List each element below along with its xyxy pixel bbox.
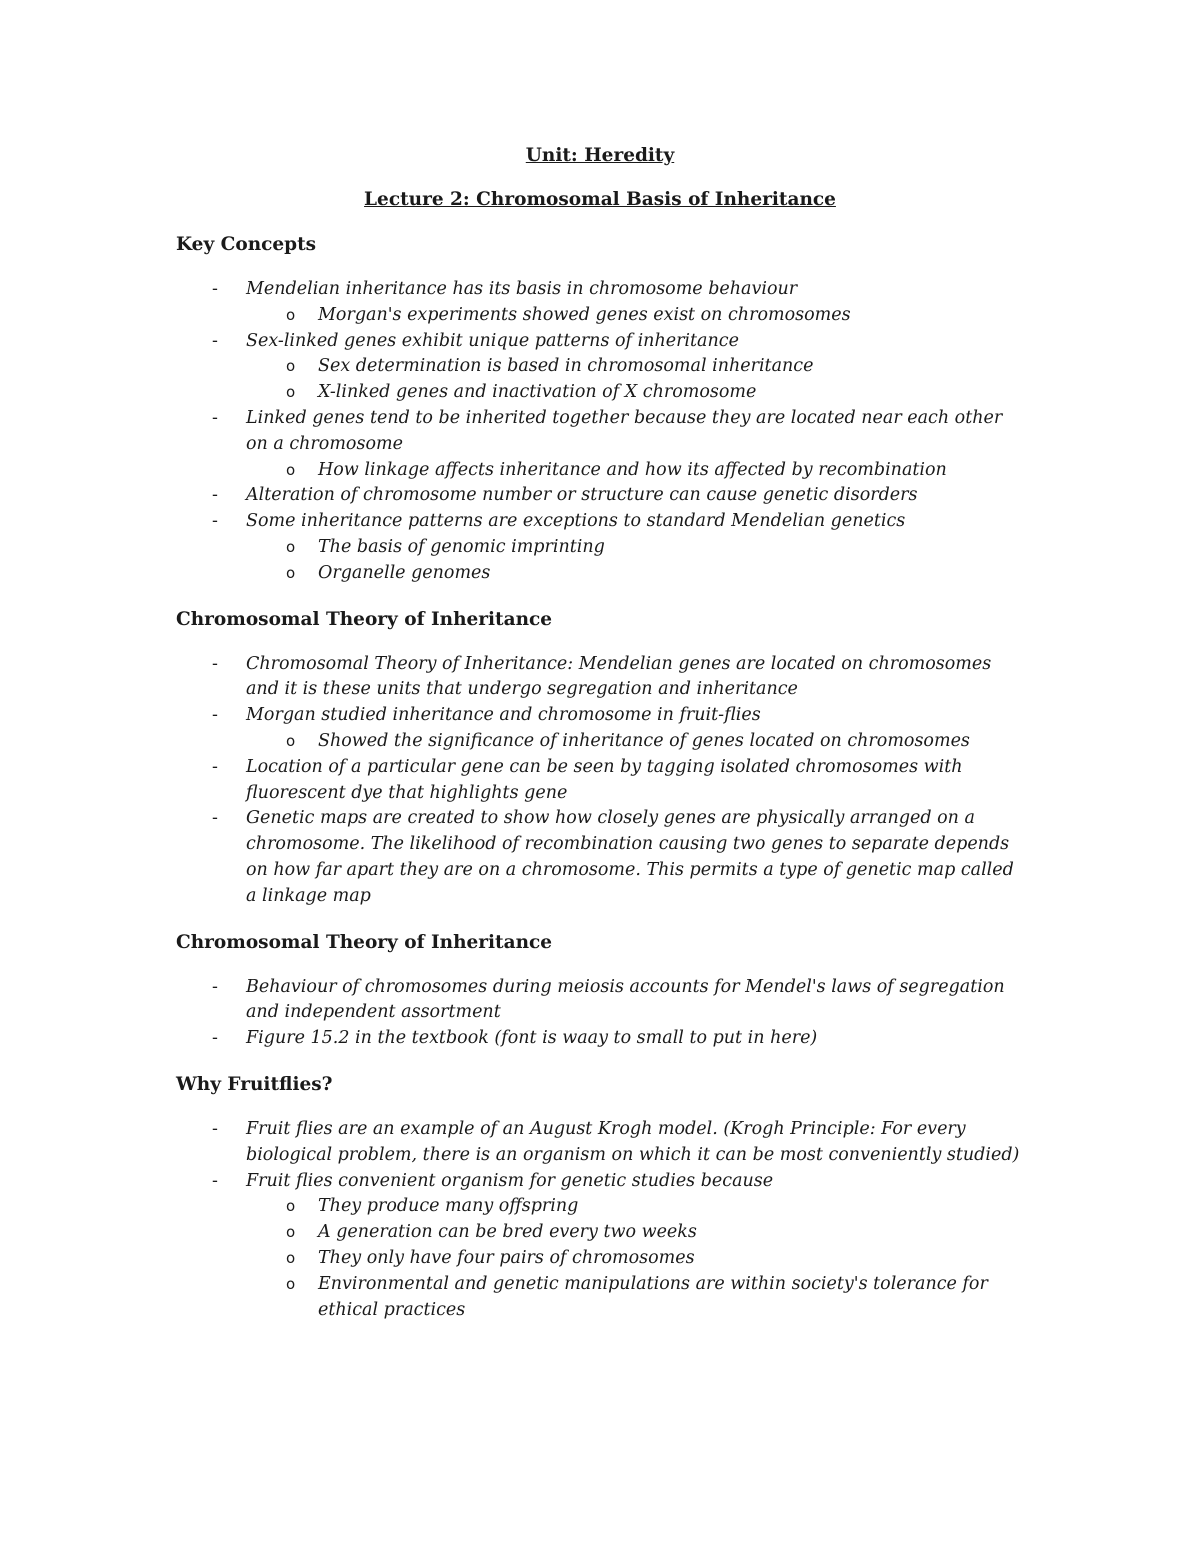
dash-bullet: - <box>212 511 218 532</box>
sub-list-item <box>176 1272 1024 1324</box>
sub-list-item <box>176 535 1024 561</box>
circle-bullet: o <box>286 383 296 402</box>
section-key-concepts <box>176 232 1024 587</box>
list-item-text: Morgan studied inheritance and chromosome in fruit-flies <box>246 705 761 726</box>
dash-bullet: - <box>212 485 218 506</box>
list-item-text: Location of a particular gene can be seen by tagging isolated chromosomes with fluorescent dye that highlights gene <box>246 756 963 803</box>
lecture-title: Lecture 2: Chromosomal Basis of Inheritance <box>364 189 836 210</box>
circle-bullet: o <box>286 563 296 582</box>
sub-list-item <box>176 458 1024 484</box>
list-item-text: Linked genes tend to be inherited together because they are located near each other on a chromosome <box>246 407 1003 454</box>
list-item-text: Some inheritance patterns are exceptions to standard Mendelian genetics <box>246 511 906 532</box>
bullet-list <box>176 277 1024 587</box>
circle-bullet: o <box>286 1248 296 1267</box>
dash-bullet: - <box>212 1118 218 1139</box>
list-item-text: Sex-linked genes exhibit unique patterns of inheritance <box>246 330 739 351</box>
sub-list-item <box>176 1246 1024 1272</box>
list-item <box>176 703 1024 729</box>
list-item <box>176 329 1024 355</box>
list-item <box>176 1026 1024 1052</box>
dash-bullet: - <box>212 279 218 299</box>
circle-bullet: o <box>286 1197 296 1216</box>
sub-item-text: Morgan's experiments showed genes exist on chromosomes <box>318 304 851 325</box>
sub-item-text: Organelle genomes <box>318 562 491 583</box>
list-item <box>176 652 1024 704</box>
sub-list-item <box>176 1220 1024 1246</box>
sub-list-item <box>176 729 1024 755</box>
list-item-text: Figure 15.2 in the textbook (font is waay to small to put in here) <box>246 1028 818 1049</box>
dash-bullet: - <box>212 330 218 351</box>
circle-bullet: o <box>286 731 296 750</box>
sub-item-text: Environmental and genetic manipulations are within society's tolerance for ethical practices <box>318 1273 988 1320</box>
sub-list-item <box>176 303 1024 329</box>
list-item-text: Mendelian inheritance has its basis in chromosome behaviour <box>246 279 798 299</box>
section-chromosomal-theory-2 <box>176 930 1024 1052</box>
list-item <box>176 755 1024 807</box>
list-item-text: Genetic maps are created to show how closely genes are physically arranged on a chromosome. The likelihood of recombination causing two genes to separate depends on how far apart they are on a chromosome. This permits a type of genetic map called a linkage map <box>246 808 1014 906</box>
section-heading: Chromosomal Theory of Inheritance <box>176 608 553 630</box>
sub-list-item <box>176 1194 1024 1220</box>
bullet-list <box>176 1117 1024 1323</box>
section-chromosomal-theory <box>176 607 1024 910</box>
sub-item-text: They produce many offspring <box>318 1196 579 1217</box>
sub-item-text: They only have four pairs of chromosomes <box>318 1247 695 1268</box>
sub-list-item <box>176 380 1024 406</box>
list-item <box>176 1169 1024 1195</box>
bullet-list <box>176 652 1024 910</box>
sub-item-text: X-linked genes and inactivation of X chromosome <box>318 382 757 403</box>
dash-bullet: - <box>212 705 218 726</box>
list-item-text: Behaviour of chromosomes during meiosis accounts for Mendel's laws of segregation and independent assortment <box>246 976 1005 1023</box>
bullet-list <box>176 975 1024 1052</box>
circle-bullet: o <box>286 1223 296 1242</box>
dash-bullet: - <box>212 976 218 997</box>
section-heading: Why Fruitflies? <box>176 1073 333 1095</box>
list-item-text: Alteration of chromosome number or structure can cause genetic disorders <box>246 485 918 506</box>
list-item-text: Fruit flies are an example of an August Krogh model. (Krogh Principle: For every biological problem, there is an organism on which it can be most conveniently studied) <box>246 1118 1020 1165</box>
sub-item-text: The basis of genomic imprinting <box>318 536 605 557</box>
dash-bullet: - <box>212 756 218 777</box>
section-why-fruitflies <box>176 1072 1024 1323</box>
circle-bullet: o <box>286 305 296 324</box>
dash-bullet: - <box>212 808 218 829</box>
dash-bullet: - <box>212 1028 218 1049</box>
circle-bullet: o <box>286 1274 296 1293</box>
list-item <box>176 806 1024 909</box>
list-item-text: Fruit flies convenient organism for genetic studies because <box>246 1170 774 1191</box>
circle-bullet: o <box>286 460 296 479</box>
list-item <box>176 975 1024 1027</box>
list-item <box>176 1117 1024 1169</box>
sub-item-text: Sex determination is based in chromosomal inheritance <box>318 356 814 377</box>
list-item <box>176 277 1024 303</box>
dash-bullet: - <box>212 407 218 428</box>
list-item <box>176 406 1024 458</box>
circle-bullet: o <box>286 357 296 376</box>
sub-item-text: Showed the significance of inheritance of genes located on chromosomes <box>318 730 970 751</box>
list-item-text: Chromosomal Theory of Inheritance: Mendelian genes are located on chromosomes and it is these units that undergo segregation and inheritance <box>246 653 992 700</box>
sub-item-text: A generation can be bred every two weeks <box>318 1222 697 1243</box>
section-heading: Chromosomal Theory of Inheritance <box>176 931 553 953</box>
unit-title: Unit: Heredity <box>525 145 675 166</box>
sub-item-text: How linkage affects inheritance and how its affected by recombination <box>318 459 947 480</box>
list-item <box>176 483 1024 509</box>
list-item <box>176 509 1024 535</box>
sub-list-item <box>176 354 1024 380</box>
section-heading: Key Concepts <box>176 234 317 255</box>
circle-bullet: o <box>286 537 296 556</box>
sub-list-item <box>176 561 1024 587</box>
dash-bullet: - <box>212 1170 218 1191</box>
dash-bullet: - <box>212 653 218 674</box>
